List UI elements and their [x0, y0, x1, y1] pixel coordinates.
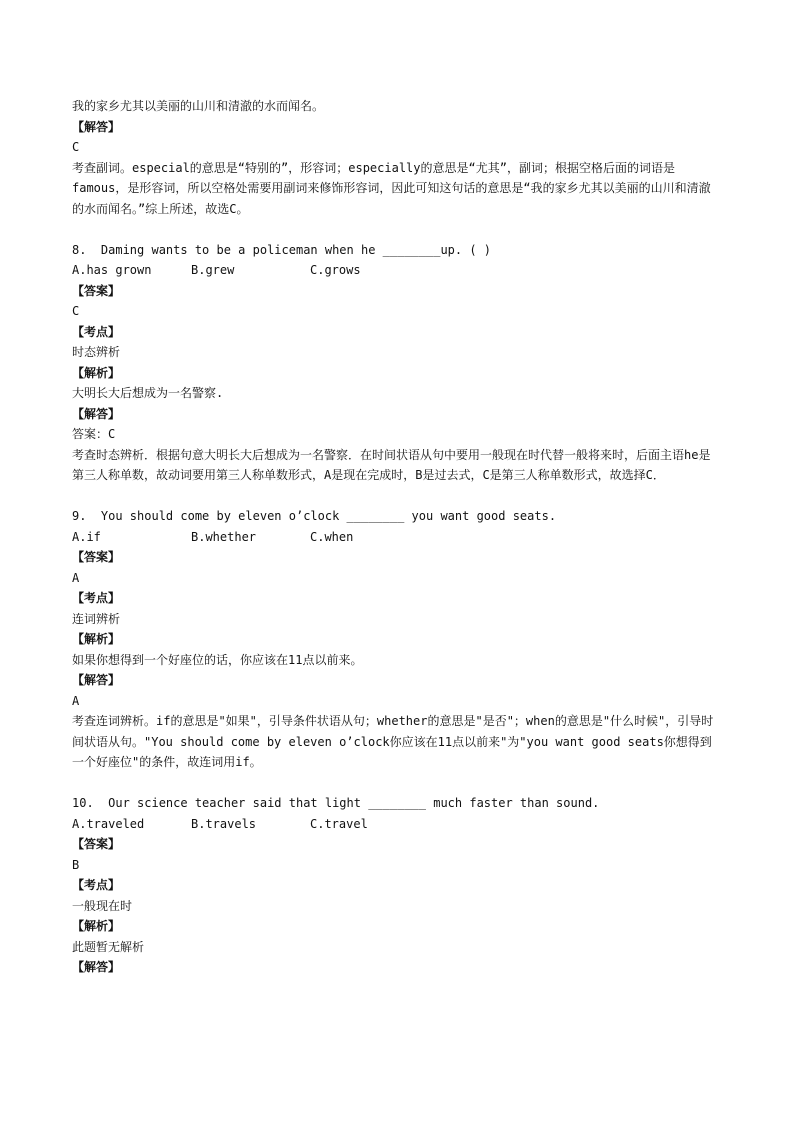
q9-explanation: 考查连词辨析。if的意思是"如果"，引导条件状语从句；whether的意思是"是否"；when的意思是"什么时候"，引导时间状语从句。"You should come by eleven o’clock你应该在11点以前来"为"you want good seats你想得到一个好座位"的条件，故连词用if。: [72, 714, 714, 769]
q8-jieda-answer: 答案：C: [72, 427, 116, 441]
spacer: [72, 486, 722, 507]
question-10: [72, 793, 722, 978]
q9-option-a: A.if: [72, 529, 101, 544]
q9-kaodian-label: 【考点】: [72, 591, 121, 605]
q10-kaodian-label: 【考点】: [72, 878, 121, 892]
question-9: [72, 506, 722, 773]
q9-jiexi: 如果你想得到一个好座位的话，你应该在11点以前来。: [72, 652, 363, 667]
q10-answer: B: [72, 857, 80, 872]
intro-answer: C: [72, 140, 80, 154]
q10-jiexi-label: 【解析】: [72, 919, 121, 933]
q8-explanation: 考查时态辨析．根据句意大明长大后想成为一名警察．在时间状语从句中要用一般现在时代替一般将来时，后面主语he是第三人称单数，故动词要用第三人称单数形式，A是现在完成时，B是过去式，C是第三人称单数形式，故选择C．: [72, 447, 711, 482]
q9-option-b: B.whether: [191, 529, 257, 544]
q8-kaodian-label: 【考点】: [72, 324, 121, 339]
q9-jiexi-label: 【解析】: [72, 632, 121, 646]
q8-options: [72, 260, 722, 281]
q9-answer: A: [72, 570, 80, 585]
intro-translation: 我的家乡尤其以美丽的山川和清澈的水而闻名。: [72, 99, 325, 113]
q10-option-c: C.travel: [310, 816, 368, 831]
question-8: [72, 240, 722, 486]
q10-kaodian: 一般现在时: [72, 898, 133, 913]
q10-option-b: B.travels: [191, 816, 257, 831]
q8-option-c: C.grows: [310, 263, 361, 277]
q8-jiexi: 大明长大后想成为一名警察.: [72, 386, 224, 400]
q8-option-a: A.has grown: [72, 263, 152, 277]
q10-options: [72, 814, 722, 835]
q9-daan-label: 【答案】: [72, 550, 121, 564]
q8-jieda-label: 【解答】: [72, 406, 121, 421]
q8-option-b: B.grew: [191, 263, 235, 277]
q8-answer: C: [72, 304, 80, 318]
q8-daan-label: 【答案】: [72, 283, 121, 298]
spacer: [72, 773, 722, 794]
q10-option-a: A.traveled: [72, 816, 145, 831]
q8-stem: 8. Daming wants to be a policeman when he ________up. ( ): [72, 242, 492, 257]
q8-kaodian: 时态辨析: [72, 345, 121, 359]
q10-stem: 10. Our science teacher said that light ________ much faster than sound.: [72, 796, 600, 810]
intro-jieda-label: 【解答】: [72, 119, 121, 134]
q9-stem: 9. You should come by eleven o’clock ________ you want good seats.: [72, 509, 557, 523]
intro-section: [72, 96, 722, 219]
q9-jieda-answer: A: [72, 693, 80, 708]
q10-jiexi: 此题暂无解析: [72, 939, 145, 954]
q9-jieda-label: 【解答】: [72, 673, 121, 687]
q9-kaodian: 连词辨析: [72, 611, 121, 626]
q8-jiexi-label: 【解析】: [72, 365, 121, 380]
document-page: [72, 96, 722, 978]
spacer: [72, 219, 722, 240]
q10-daan-label: 【答案】: [72, 837, 121, 851]
q9-option-c: C.when: [310, 529, 354, 544]
q10-jieda-label: 【解答】: [72, 960, 121, 974]
q9-options: [72, 527, 722, 548]
intro-explanation: 考查副词。especial的意思是“特别的”，形容词；especially的意思是“尤其”，副词；根据空格后面的词语是famous，是形容词，所以空格处需要用副词来修饰形容词，因此可知这句话的意思是“我的家乡尤其以美丽的山川和清澈的水而闻名。”综上所述，故选C。: [72, 160, 711, 216]
